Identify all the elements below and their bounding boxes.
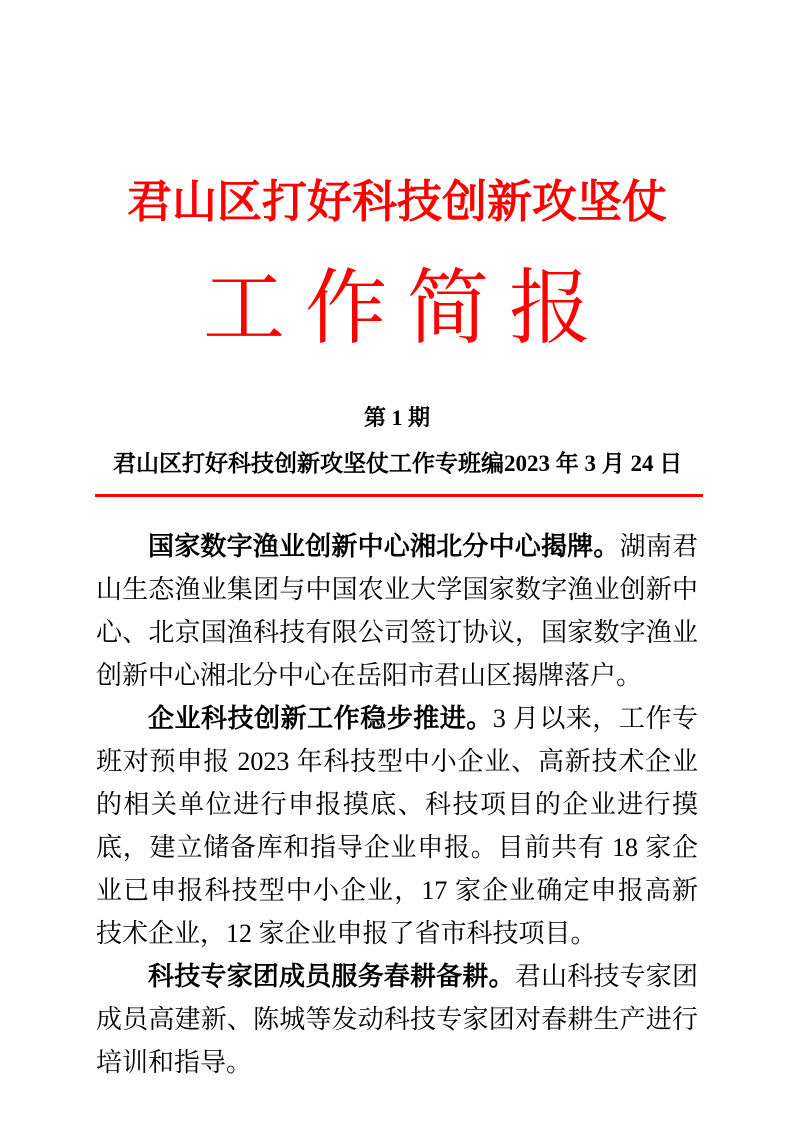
paragraph-lead: 企业科技创新工作稳步推进。 <box>148 704 493 733</box>
paragraph-fishery-center <box>96 525 698 697</box>
paragraph-text: 湖南君山生态渔业集团与中国农业大学国家数字渔业创新中心、北京国渔科技有限公司签订协议，国家数字渔业创新中心湘北分中心在岳阳市君山区揭牌落户。 <box>96 532 698 690</box>
masthead-subtitle: 工作简报 <box>202 263 611 354</box>
paragraph-text: 3 月以来，工作专班对预申报 2023 年科技型中小企业、高新技术企业的相关单位进行申报摸底、科技项目的企业进行摸底，建立储备库和指导企业申报。目前共有 18 家企业已申报科技型中小企业，17 家企业确定申报高新技术企业，12 家企业申报了省市科技项目。 <box>96 704 698 948</box>
editor-label: 君山区打好科技创新攻坚仗工作专班编 <box>113 451 504 476</box>
publish-date: 2023 年 3 月 24 日 <box>504 451 683 476</box>
paragraph-expert-team <box>96 955 698 1084</box>
red-divider-line <box>95 494 703 497</box>
issue-number: 第 1 期 <box>363 405 430 430</box>
byline-row <box>96 449 698 479</box>
masthead-title: 君山区打好科技创新攻坚仗 <box>126 176 667 227</box>
paragraph-text: 君山科技专家团成员高建新、陈城等发动科技专家团对春耕生产进行培训和指导。 <box>96 962 698 1077</box>
paragraph-enterprise-innovation <box>96 697 698 955</box>
paragraph-lead: 科技专家团成员服务春耕备耕。 <box>148 962 515 991</box>
document-body <box>96 525 698 1084</box>
paragraph-lead: 国家数字渔业创新中心湘北分中心揭牌。 <box>148 532 620 561</box>
